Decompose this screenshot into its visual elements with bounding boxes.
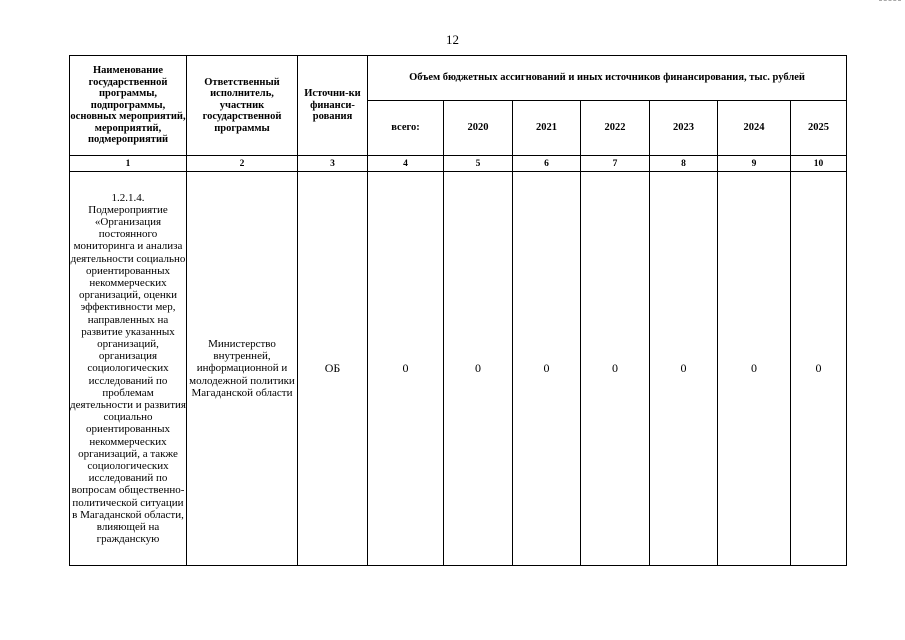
header-total: всего: — [368, 101, 444, 156]
column-number: 2 — [187, 156, 298, 172]
value-2024: 0 — [718, 172, 791, 566]
column-number: 6 — [513, 156, 581, 172]
header-year: 2025 — [791, 101, 847, 156]
header-budget-volume: Объем бюджетных ассигнований и иных источников финансирования, тыс. рублей — [368, 56, 847, 101]
table-row — [70, 172, 847, 566]
column-number-row — [70, 156, 847, 172]
header-year: 2024 — [718, 101, 791, 156]
column-number: 1 — [70, 156, 187, 172]
header-executor: Ответственный исполнитель, участник государственной программы — [187, 56, 298, 156]
value-2020: 0 — [444, 172, 513, 566]
header-program-name: Наименование государственной программы, подпрограммы, основных мероприятий, мероприятий, подмероприятий — [70, 56, 187, 156]
column-number: 5 — [444, 156, 513, 172]
scan-artifact — [879, 0, 901, 4]
responsible-executor: Министерство внутренней, информационной и молодежной политики Магаданской области — [187, 172, 298, 566]
budget-table — [69, 55, 847, 566]
value-total: 0 — [368, 172, 444, 566]
subactivity-name — [70, 172, 187, 566]
column-number: 10 — [791, 156, 847, 172]
funding-source: ОБ — [298, 172, 368, 566]
header-year: 2021 — [513, 101, 581, 156]
value-2025: 0 — [791, 172, 847, 566]
header-year: 2023 — [650, 101, 718, 156]
value-2021: 0 — [513, 172, 581, 566]
header-funding-source: Источни-ки финанси-рования — [298, 56, 368, 156]
subactivity-name-text: 1.2.1.4. Подмероприятие «Организация постоянного мониторинга и анализа деятельности социально ориентированных некоммерческих организаций, оценки эффективности мер, направленных на развитие указанных организаций, организация социологических исследований по проблемам деятельности и развития социально ориентированных некоммерческих организаций, а также социологических исследований по вопросам общественно-политической ситуации в Магаданской области, влияющей на гражданскую — [70, 191, 186, 546]
column-number: 7 — [581, 156, 650, 172]
value-2022: 0 — [581, 172, 650, 566]
header-year: 2022 — [581, 101, 650, 156]
column-number: 4 — [368, 156, 444, 172]
column-number: 8 — [650, 156, 718, 172]
page-number: 12 — [446, 32, 459, 47]
column-number: 3 — [298, 156, 368, 172]
column-number: 9 — [718, 156, 791, 172]
header-year: 2020 — [444, 101, 513, 156]
value-2023: 0 — [650, 172, 718, 566]
